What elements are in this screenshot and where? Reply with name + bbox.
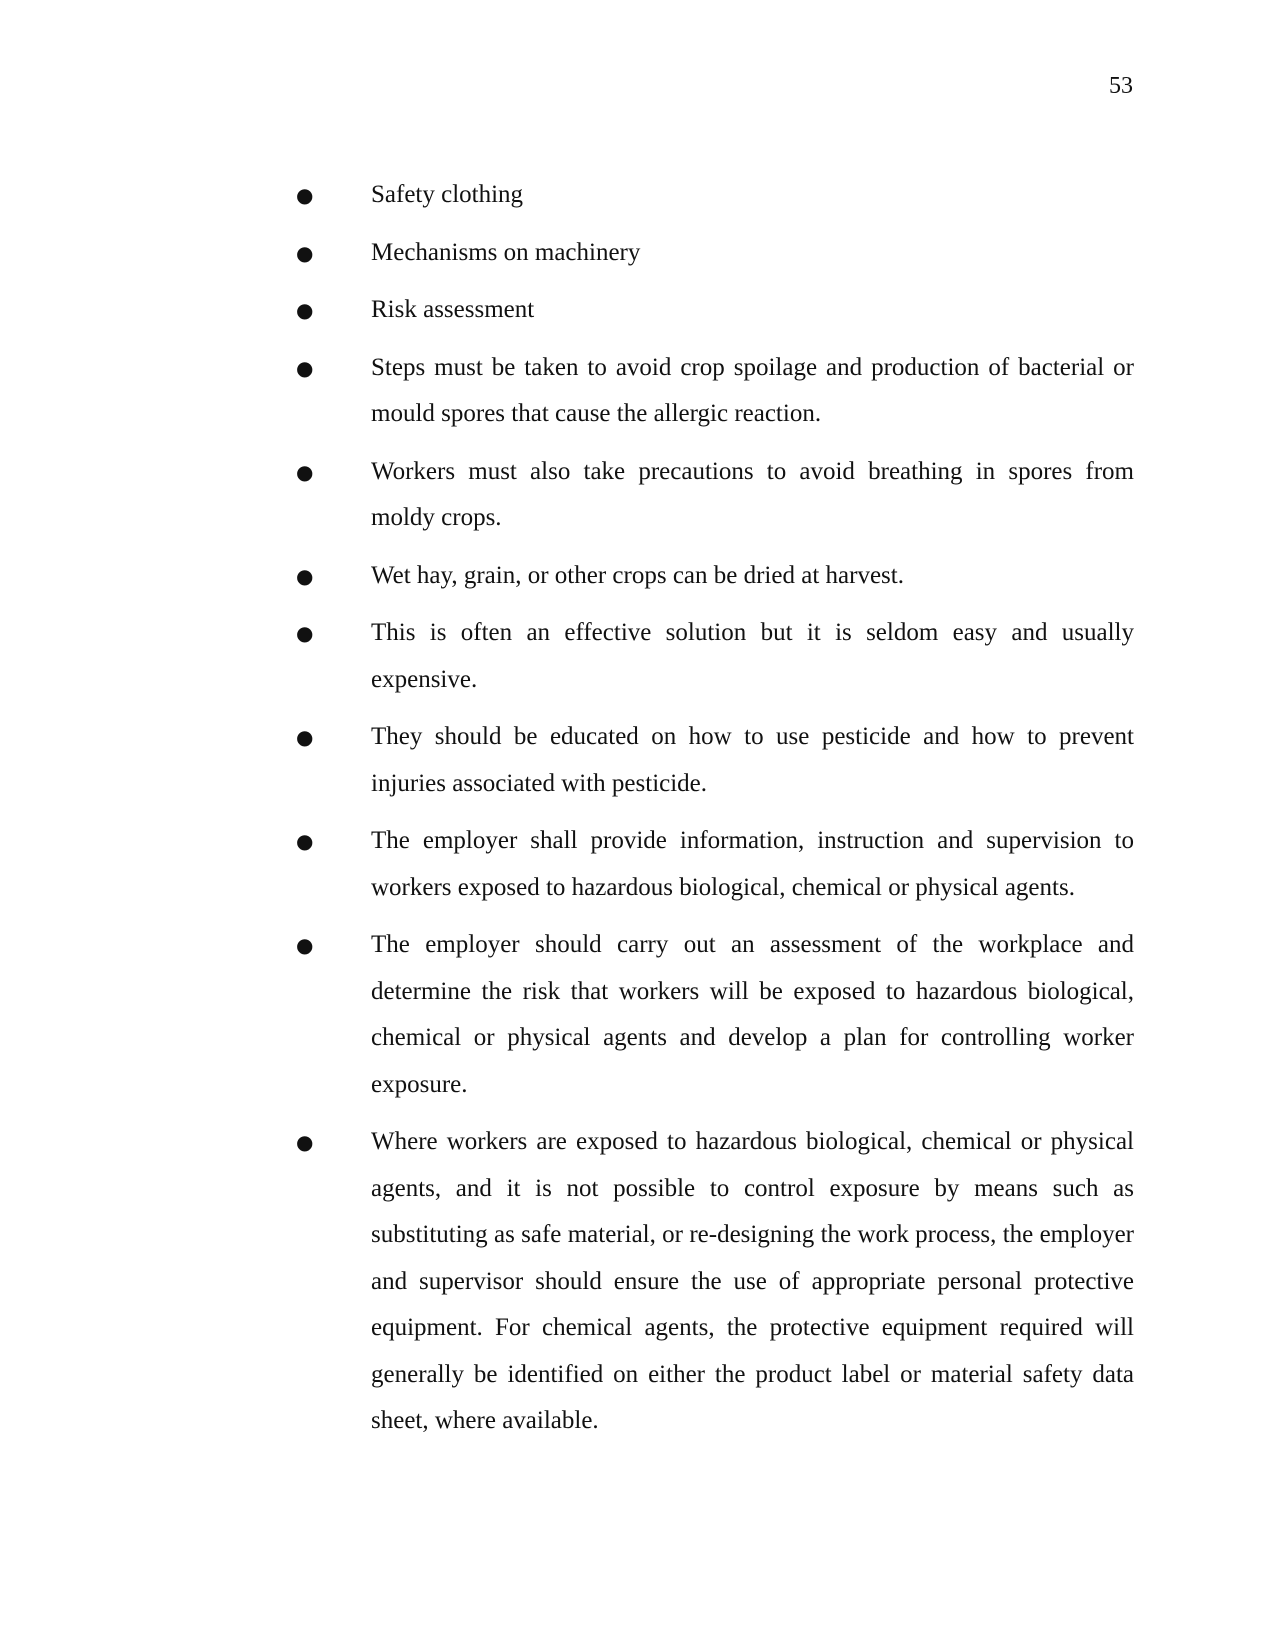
list-item: [296, 553, 1134, 600]
bullet-icon: ●: [296, 1130, 314, 1154]
bullet-icon: ●: [296, 240, 314, 265]
bullet-icon: ●: [296, 933, 314, 957]
list-item: [296, 922, 1134, 1108]
list-item: [296, 172, 1134, 219]
bullet-icon: ●: [296, 183, 314, 207]
list-item: [296, 714, 1134, 807]
list-item-text: Risk assessment: [371, 296, 535, 323]
list-item-text: Wet hay, grain, or other crops can be dried at harvest.: [371, 561, 904, 589]
list-item: [296, 230, 1134, 277]
bullet-list: [296, 172, 1134, 1456]
list-item-text: Mechanisms on machinery: [371, 238, 641, 266]
bullet-icon: ●: [296, 829, 314, 853]
list-item: [296, 610, 1134, 703]
list-item-text: This is often an effective solution but it is seldom easy and usually expensive.: [371, 619, 1134, 693]
bullet-icon: ●: [296, 725, 314, 749]
list-item: [296, 1119, 1134, 1445]
list-item-text: The employer should carry out an assessment of the workplace and determine the risk that workers will be exposed to hazardous biological, chemical or physical agents and develop a plan for controlling worker exposure.: [371, 931, 1134, 1098]
page-number: 53: [1109, 73, 1133, 99]
list-item-text: Where workers are exposed to hazardous biological, chemical or physical agents, and it is not possible to control exposure by means such as substituting as safe material, or re-designing the work process, the employer and supervisor should ensure the use of appropriate personal protective equipment. For chemical agents, the protective equipment required will generally be identified on either the product label or material safety data sheet, where available.: [371, 1128, 1134, 1434]
list-item: [296, 287, 1134, 334]
list-item-text: Workers must also take precautions to avoid breathing in spores from moldy crops.: [371, 457, 1134, 531]
bullet-icon: ●: [296, 459, 314, 484]
list-item: [296, 345, 1134, 438]
list-item-text: They should be educated on how to use pesticide and how to prevent injuries associated with pesticide.: [371, 723, 1134, 797]
bullet-icon: ●: [296, 355, 314, 380]
bullet-icon: ●: [296, 563, 314, 588]
list-item-text: Steps must be taken to avoid crop spoilage and production of bacterial or mould spores that cause the allergic reaction.: [371, 353, 1134, 427]
list-item-text: Safety clothing: [371, 181, 524, 208]
bullet-icon: ●: [296, 621, 314, 645]
list-item: [296, 449, 1134, 542]
list-item: [296, 818, 1134, 911]
bullet-icon: ●: [296, 298, 314, 322]
list-item-text: The employer shall provide information, instruction and supervision to workers exposed to hazardous biological, chemical or physical agents.: [371, 827, 1134, 901]
